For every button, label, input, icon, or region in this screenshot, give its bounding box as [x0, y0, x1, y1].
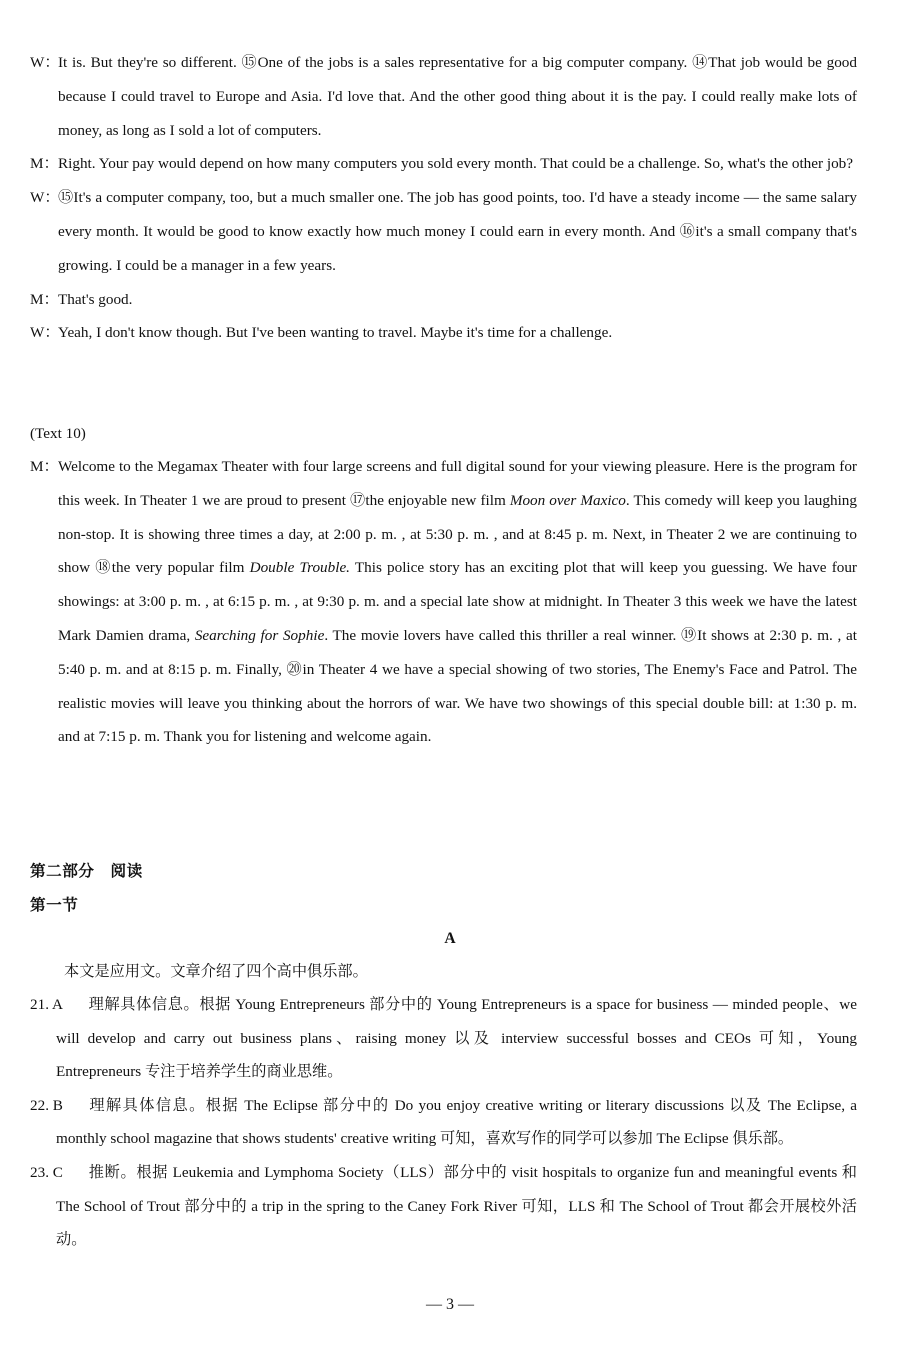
page-number: — 3 —	[426, 1296, 474, 1313]
answer-text: 理解具体信息。根据 Young Entrepreneurs 部分中的 Young Entrepreneurs is a space for business — minded people、we will develop and carry out business plans、raising money 以及 interview successful bosses and CEOs 可知，Young Entrepreneurs 专注于培养学生的商业思维。	[56, 996, 857, 1081]
answer-item	[0, 988, 900, 1089]
text-segment: . This comedy will keep you laughing non-stop. It is showing three times a day, at 2:00 p. m. , at 5:30 p. m. , and at 8:45 p. m. Next, in Theater 2 we are continuing to show ⑱the very popular film	[58, 491, 857, 577]
speaker-label: W：	[30, 324, 60, 342]
dialogue-line	[0, 46, 900, 147]
answer-text-wrap	[56, 1089, 857, 1156]
dialogue-text: That's good.	[58, 290, 133, 308]
answer-text: 推断。根据 Leukemia and Lymphoma Society（LLS）部分中的 visit hospitals to organize fun and meaningful events 和 The School of Trout 部分中的 a trip in the spring to the Caney Fork River 可知，LLS 和 The School of Trout 都会开展校外活动。	[56, 1163, 857, 1249]
text10-monologue	[0, 450, 900, 754]
dialogue-text: Yeah, I don't know though. But I've been wanting to travel. Maybe it's time for a challenge.	[58, 324, 613, 342]
answer-text-wrap	[56, 988, 857, 1089]
answer-text: 理解具体信息。根据 The Eclipse 部分中的 Do you enjoy creative writing or literary discussions 以及 The Eclipse, a monthly school magazine that shows students' creative writing 可知，喜欢写作的同学可以参加 The Eclipse 俱乐部。	[56, 1096, 857, 1148]
answer-number: 21. A	[30, 996, 63, 1013]
speaker-label: M：	[30, 155, 59, 173]
passage-title: A	[444, 930, 456, 947]
part2-heading: 第二部分 阅读	[30, 862, 143, 880]
dialogue-text9	[0, 46, 900, 350]
text-segment: Welcome to the Megamax Theater with four large screens and full digital sound for your viewing pleasure. Here is the program for this week. In Theater 1 we are proud to present ⑰the enjoyable new film	[58, 458, 857, 509]
dialogue-line	[0, 316, 900, 350]
film-title: Double Trouble.	[249, 559, 350, 577]
dialogue-text: Right. Your pay would depend on how many computers you sold every month. That could be a challenge. So, what's the other job?	[58, 155, 854, 173]
answer-list	[0, 988, 900, 1257]
film-title: Moon over Maxico	[509, 491, 626, 509]
answer-item	[0, 1156, 900, 1257]
text-segment: . The movie lovers have called this thriller a real winner. ⑲It shows at 2:30 p. m. , at 5:40 p. m. and at 8:15 p. m. Finally, ⑳in Theater 4 we have a special showing of two stories, The Enemy's Face and Patrol. The realistic movies will leave you thinking about the horrors of war. We have two showings of this special double bill: at 1:30 p. m. and at 7:15 p. m. Thank you for listening and welcome again.	[58, 626, 858, 746]
text-segment: This police story has an exciting plot that will keep you guessing. We have four showings: at 3:00 p. m. , at 6:15 p. m. , at 9:30 p. m. and a special late show at midnight. In Theater 3 this week we have the latest Mark Damien drama,	[58, 559, 857, 644]
dialogue-line	[0, 283, 900, 317]
answer-text-wrap	[56, 1156, 857, 1257]
answer-number: 22. B	[30, 1096, 63, 1114]
speaker-label: W：	[30, 189, 60, 207]
answer-item	[0, 1089, 900, 1156]
text10-label: (Text 10)	[30, 425, 86, 442]
monologue-line	[0, 450, 900, 754]
dialogue-text: ⑮It's a computer company, too, but a much smaller one. The job has good points, too. I'd have a steady income — the same salary every month. It would be good to know exactly how much money I could earn in every month. And ⑯it's a small company that's growing. I could be a manager in a few years.	[58, 189, 857, 274]
section-heading: 第一节	[30, 896, 79, 914]
dialogue-line	[0, 181, 900, 282]
monologue-text	[58, 450, 857, 754]
dialogue-line	[0, 147, 900, 181]
passage-intro: 本文是应用文。文章介绍了四个高中俱乐部。	[64, 963, 368, 980]
speaker-label: W：	[30, 54, 60, 71]
answer-number: 23. C	[30, 1163, 63, 1181]
film-title: Searching for Sophie	[194, 626, 325, 644]
dialogue-text: It is. But they're so different. ⑮One of the jobs is a sales representative for a big computer company. ⑭That job would be good because I could travel to Europe and Asia. I'd love that. And the other good thing about it is the pay. I could really make lots of money, as long as I sold a lot of computers.	[58, 54, 857, 139]
speaker-label: M：	[30, 290, 59, 308]
speaker-label: M：	[30, 458, 59, 475]
